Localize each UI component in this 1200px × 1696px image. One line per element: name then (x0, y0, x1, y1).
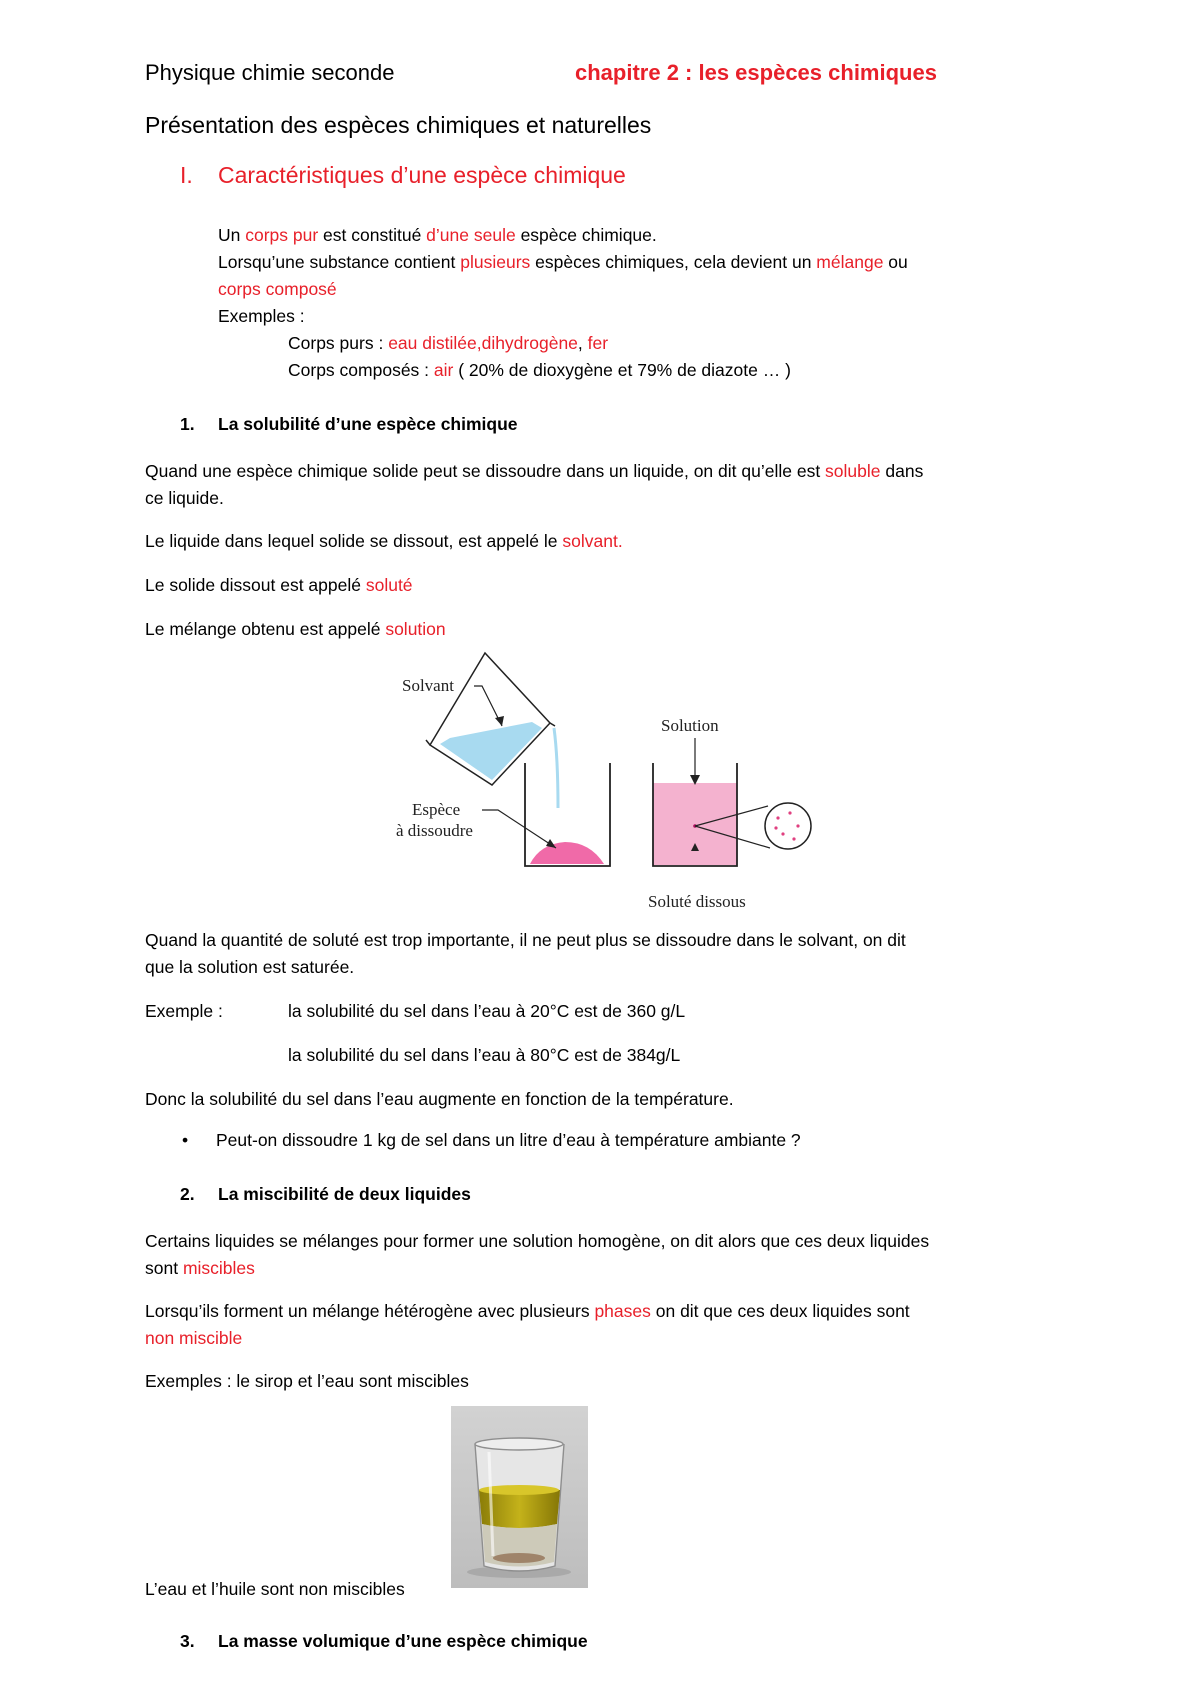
solubility-paragraph-1: Quand une espèce chimique solide peut se dissoudre dans un liquide, on dit qu’elle est soluble dans (145, 461, 924, 481)
intro-paragraph-1: Un corps pur est constitué d’une seule espèce chimique. (218, 225, 657, 245)
exemple-label: Exemple : (145, 1001, 223, 1021)
example-pure-bodies: Corps purs : eau distilée,dihydrogène, fer (288, 333, 609, 353)
section-heading-1 (180, 162, 626, 189)
oil-water-glass-photo (451, 1406, 588, 1588)
bullet-dot: • (182, 1130, 189, 1150)
miscibility-paragraph-2-end: non miscible (145, 1328, 243, 1348)
solvent-definition: Le liquide dans lequel solide se dissout, est appelé le solvant. (145, 531, 623, 551)
miscibility-paragraph-1-end: sont miscibles (145, 1258, 255, 1278)
solubility-example-80c: la solubilité du sel dans l’eau à 80°C est de 384g/L (288, 1045, 681, 1065)
miscibility-paragraph-1: Certains liquides se mélanges pour former une solution homogène, on dit alors que ces deux liquides (145, 1231, 930, 1251)
solution-definition: Le mélange obtenu est appelé solution (145, 619, 446, 639)
examples-label: Exemples : (218, 306, 305, 326)
dissolution-figure (390, 648, 830, 918)
subsection-heading-3: 3. La masse volumique d’une espèce chimique (180, 1631, 588, 1651)
label-espece: Espèce (412, 800, 461, 819)
intro-paragraph-2: Lorsqu’une substance contient plusieurs espèces chimiques, cela devient un mélange ou (218, 252, 908, 272)
solubility-conclusion: Donc la solubilité du sel dans l’eau augmente en fonction de la température. (145, 1089, 734, 1109)
section-number: I. (180, 162, 193, 188)
chapter-title: chapitre 2 : les espèces chimiques (575, 60, 937, 85)
section-title: Caractéristiques d’une espèce chimique (218, 162, 626, 188)
receiving-beaker (525, 763, 610, 866)
document-subtitle: Présentation des espèces chimiques et naturelles (145, 112, 652, 138)
oil-water-caption: L’eau et l’huile sont non miscibles (145, 1579, 405, 1599)
label-solution: Solution (661, 716, 719, 735)
intro-compound-label: corps composé (218, 279, 337, 299)
example-compound-bodies: Corps composés : air ( 20% de dioxygène et 79% de diazote … ) (288, 360, 791, 380)
pouring-beaker (426, 653, 555, 785)
subsection-heading-2: 2. La miscibilité de deux liquides (180, 1184, 471, 1204)
question-bullet: • Peut-on dissoudre 1 kg de sel dans un litre d’eau à température ambiante ? (182, 1130, 801, 1150)
course-title: Physique chimie seconde (145, 60, 395, 85)
subsection-heading-1: 1. La solubilité d’une espèce chimique (180, 414, 518, 434)
label-solvant: Solvant (402, 676, 454, 695)
page-header (145, 60, 1055, 86)
solubility-paragraph-1-end: ce liquide. (145, 488, 224, 508)
label-a-dissoudre: à dissoudre (396, 821, 473, 840)
miscibility-paragraph-2: Lorsqu’ils forment un mélange hétérogène avec plusieurs phases on dit que ces deux liquides sont (145, 1301, 910, 1321)
label-solute-dissous: Soluté dissous (648, 892, 746, 911)
miscibility-example: Exemples : le sirop et l’eau sont miscibles (145, 1371, 469, 1391)
solvent-stream (554, 728, 558, 808)
solubility-example-20c: la solubilité du sel dans l’eau à 20°C est de 360 g/L (288, 1001, 686, 1021)
solute-definition: Le solide dissout est appelé soluté (145, 575, 413, 595)
saturation-paragraph-end: que la solution est saturée. (145, 957, 355, 977)
saturation-paragraph: Quand la quantité de soluté est trop importante, il ne peut plus se dissoudre dans le solvant, on dit (145, 930, 906, 950)
